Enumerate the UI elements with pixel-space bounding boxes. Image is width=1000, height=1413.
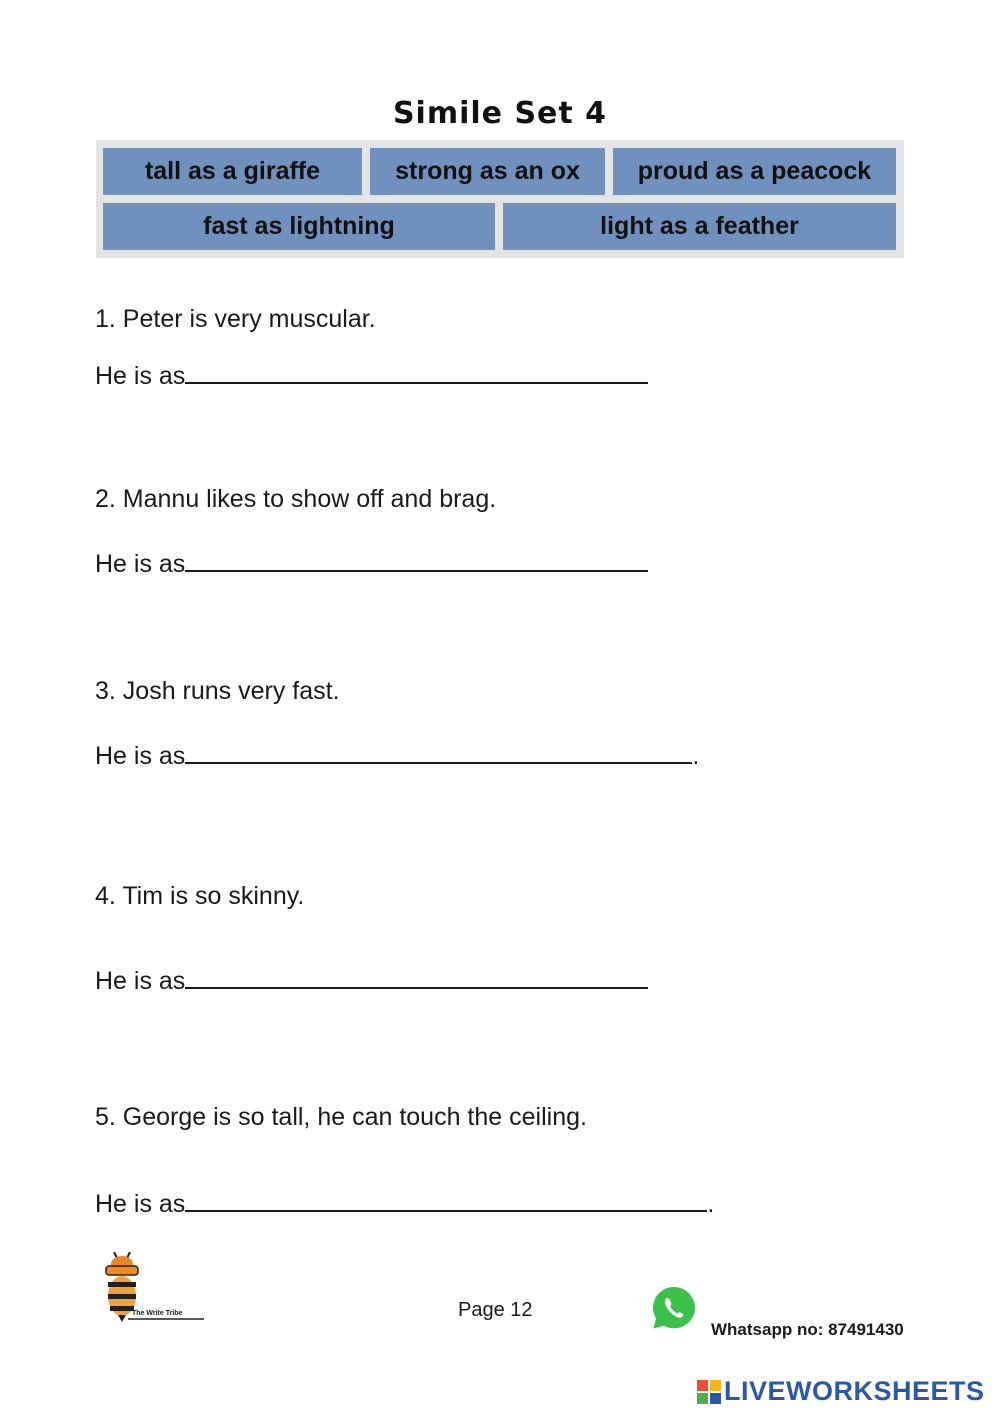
answer-end: . <box>692 742 700 770</box>
word-chip: strong as an ox <box>370 148 605 195</box>
answer-line-3 <box>95 740 699 771</box>
whatsapp-number: Whatsapp no: 87491430 <box>711 1320 904 1339</box>
word-chip: light as a feather <box>503 203 896 250</box>
answer-line-5 <box>95 1188 714 1219</box>
answer-line-4 <box>95 965 648 996</box>
answer-blank-4[interactable] <box>185 965 648 989</box>
logo-text: The Write Tribe <box>132 1310 183 1317</box>
write-tribe-logo <box>100 1252 208 1326</box>
question-3: 3. Josh runs very fast. <box>95 677 340 705</box>
page-number: Page 12 <box>458 1299 533 1321</box>
answer-line-1 <box>95 360 648 391</box>
answer-blank-1[interactable] <box>185 360 648 384</box>
word-chip: fast as lightning <box>103 203 495 250</box>
liveworksheets-text: LIVEWORKSHEETS <box>724 1376 985 1406</box>
word-chip: proud as a peacock <box>613 148 896 195</box>
answer-prefix: He is as <box>95 550 186 578</box>
answer-prefix: He is as <box>95 362 186 390</box>
whatsapp-icon <box>650 1284 698 1332</box>
liveworksheets-logo-icon <box>697 1380 721 1404</box>
answer-prefix: He is as <box>95 742 186 770</box>
answer-prefix: He is as <box>95 1190 186 1218</box>
question-2: 2. Mannu likes to show off and brag. <box>95 485 497 513</box>
word-chip: tall as a giraffe <box>103 148 362 195</box>
word-bank <box>96 140 904 258</box>
answer-end: . <box>707 1190 715 1218</box>
answer-prefix: He is as <box>95 967 186 995</box>
answer-blank-5[interactable] <box>185 1188 707 1212</box>
answer-blank-3[interactable] <box>185 740 692 764</box>
worksheet-title: Simile Set 4 <box>392 96 608 131</box>
question-1: 1. Peter is very muscular. <box>95 305 376 333</box>
liveworksheets-brand[interactable] <box>697 1376 985 1407</box>
answer-line-2 <box>95 548 648 579</box>
question-5: 5. George is so tall, he can touch the ceiling. <box>95 1103 587 1131</box>
answer-blank-2[interactable] <box>185 548 648 572</box>
question-4: 4. Tim is so skinny. <box>95 882 305 910</box>
